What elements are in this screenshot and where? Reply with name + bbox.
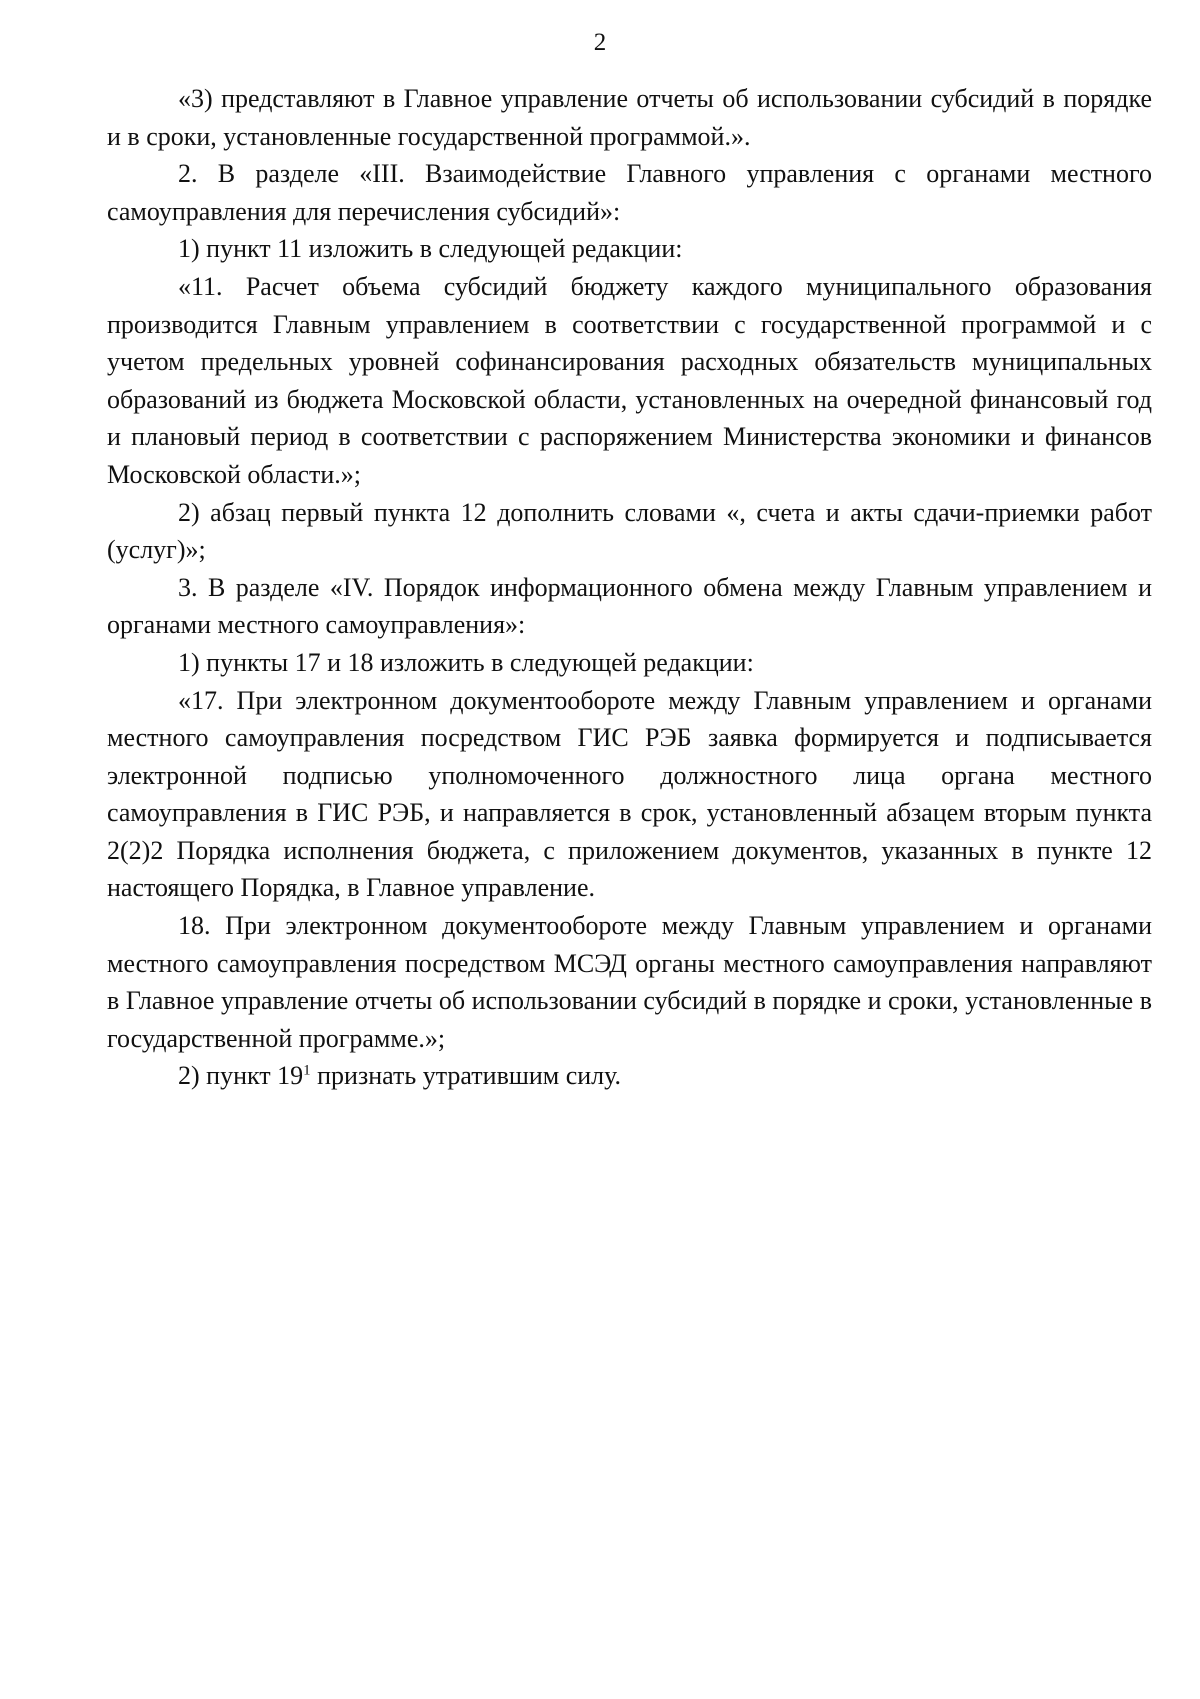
paragraph-item-19-repeal (107, 1057, 1152, 1095)
paragraph-section-3-amendment: 2. В разделе «III. Взаимодействие Главного управления с органами местного самоуправления для перечисления субсидий»: (107, 159, 1152, 226)
repeal-text-end: признать утратившим силу. (310, 1061, 622, 1091)
paragraph-item-18-text: 18. При электронном документообороте между Главным управлением и органами местного самоуправления посредством МСЭД органы местного самоуправления направляют в Главное управление отчеты об использовании субсидий в порядке и сроки, установленные в государственной программе.»; (107, 911, 1152, 1053)
paragraph-item-17-text: «17. При электронном документообороте между Главным управлением и органами местного самоуправления посредством ГИС РЭБ заявка формируется и подписывается электронной подписью уполномоченного должностного лица органа местного самоуправления в ГИС РЭБ, и направляется в срок, установленный абзацем вторым пункта 2(2)2 Порядка исполнения бюджета, с приложением документов, указанных в пункте 12 настоящего Порядка, в Главное управление. (107, 685, 1152, 903)
paragraph-item-11-text: «11. Расчет объема субсидий бюджету каждого муниципального образования производится Главным управлением в соответствии с государственной программой и с учетом предельных уровней софинансирования расходных обязательств муниципальных образований из бюджета Московской области, установленных на очередной финансовый год и плановый период в соответствии с распоряжением Министерства экономики и финансов Московской области.»; (107, 271, 1152, 489)
repeal-text-start: 2) пункт 19 (178, 1061, 304, 1091)
paragraph-item-11-instruction: 1) пункт 11 изложить в следующей редакции: (178, 234, 683, 264)
document-body (107, 80, 1152, 1095)
paragraph-item-12-addition: 2) абзац первый пункта 12 дополнить словами «, счета и акты сдачи-приемки работ (услуг)»; (107, 497, 1152, 565)
paragraph-subitem-3: «3) представляют в Главное управление отчеты об использовании субсидий в порядке и в сроки, установленные государственной программой.». (107, 84, 1152, 151)
paragraph-items-17-18-instruction: 1) пункты 17 и 18 изложить в следующей редакции: (178, 647, 754, 677)
paragraph-section-4-amendment: 3. В разделе «IV. Порядок информационного обмена между Главным управлением и органами местного самоуправления»: (107, 572, 1152, 640)
superscript-number: 1 (303, 1062, 311, 1079)
page-number: 2 (593, 29, 607, 56)
